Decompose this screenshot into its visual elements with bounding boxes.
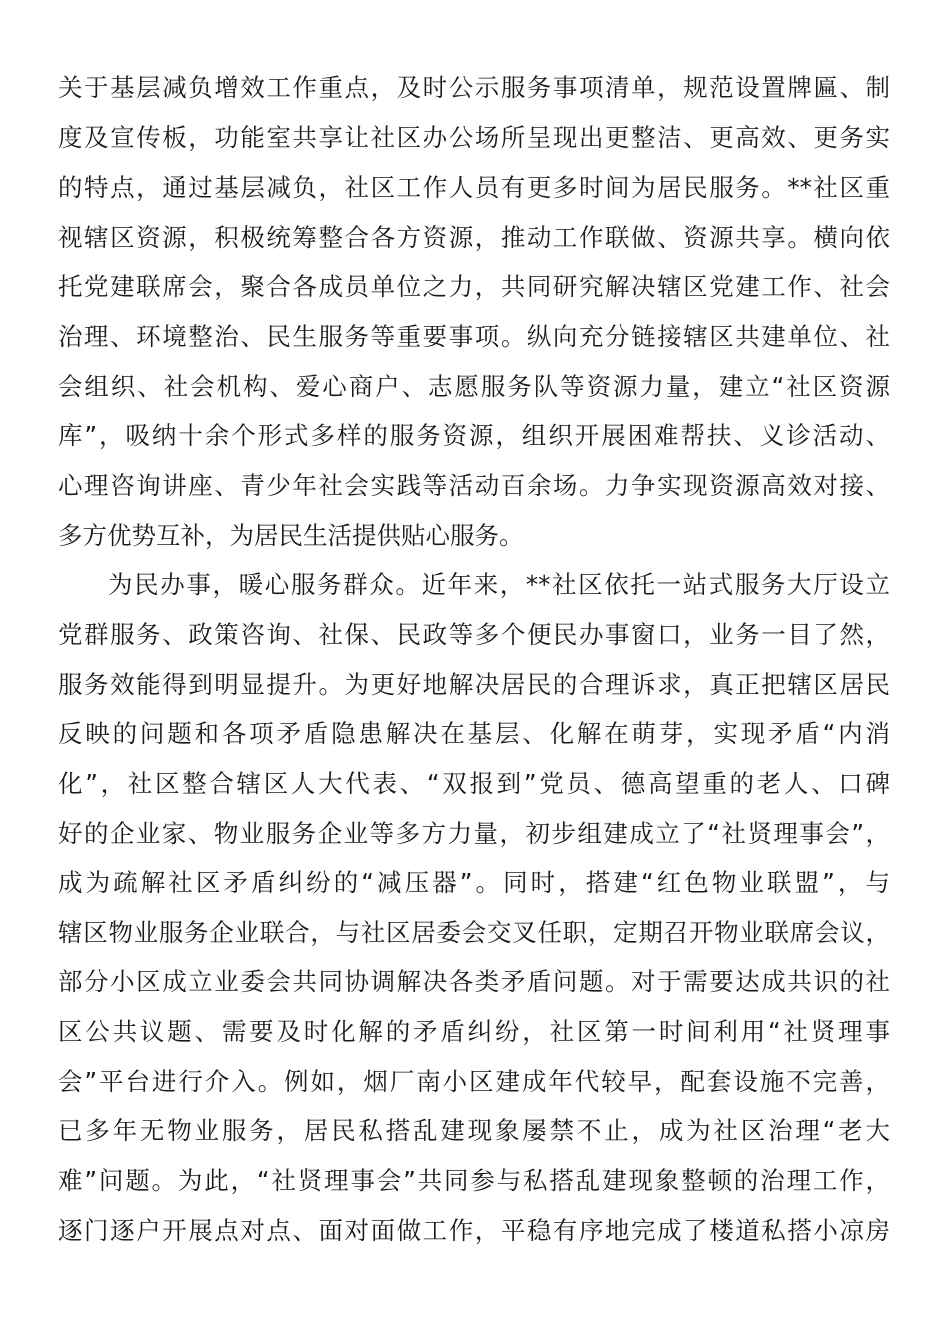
- paragraph-1-line-3: 的特点，通过基层减负，社区工作人员有更多时间为居民服务。**社区重: [58, 173, 890, 202]
- paragraph-2-line-4: 反映的问题和各项矛盾隐患解决在基层、化解在萌芽，实现矛盾“内消: [58, 719, 890, 748]
- paragraph-2-line-6: 好的企业家、物业服务企业等多方力量，初步组建成立了“社贤理事会”，: [58, 819, 890, 848]
- paragraph-1-line-2: 度及宣传板，功能室共享让社区办公场所呈现出更整洁、更高效、更务实: [58, 123, 890, 152]
- paragraph-1-line-7: 会组织、社会机构、爱心商户、志愿服务队等资源力量，建立“社区资源: [58, 372, 890, 401]
- paragraph-1-line-6: 治理、环境整治、民生服务等重要事项。纵向充分链接辖区共建单位、社: [58, 322, 890, 351]
- paragraph-2-line-13: 难”问题。为此，“社贤理事会”共同参与私搭乱建现象整顿的治理工作，: [58, 1166, 890, 1195]
- paragraph-1-line-10: 多方优势互补，为居民生活提供贴心服务。: [58, 521, 524, 550]
- paragraph-2-line-14: 逐门逐户开展点对点、面对面做工作，平稳有序地完成了楼道私搭小凉房: [58, 1216, 890, 1245]
- paragraph-2-line-11: 会”平台进行介入。例如，烟厂南小区建成年代较早，配套设施不完善，: [58, 1067, 890, 1096]
- paragraph-2-line-5: 化”，社区整合辖区人大代表、“双报到”党员、德高望重的老人、口碑: [58, 769, 890, 798]
- paragraph-2-line-9: 部分小区成立业委会共同协调解决各类矛盾问题。对于需要达成共识的社: [58, 967, 890, 996]
- paragraph-1-line-5: 托党建联席会，聚合各成员单位之力，共同研究解决辖区党建工作、社会: [58, 272, 890, 301]
- paragraph-1-line-4: 视辖区资源，积极统筹整合各方资源，推动工作联做、资源共享。横向依: [58, 223, 890, 252]
- paragraph-2-line-12: 已多年无物业服务，居民私搭乱建现象屡禁不止，成为社区治理“老大: [58, 1116, 890, 1145]
- paragraph-1-line-9: 心理咨询讲座、青少年社会实践等活动百余场。力争实现资源高效对接、: [58, 471, 890, 500]
- paragraph-2-line-7: 成为疏解社区矛盾纠纷的“减压器”。同时，搭建“红色物业联盟”，与: [58, 868, 890, 897]
- paragraph-1-line-1: 关于基层减负增效工作重点，及时公示服务事项清单，规范设置牌匾、制: [58, 73, 890, 102]
- paragraph-2-line-8: 辖区物业服务企业联合，与社区居委会交叉任职，定期召开物业联席会议，: [58, 918, 890, 947]
- paragraph-2-line-1: 为民办事，暖心服务群众。近年来，**社区依托一站式服务大厅设立: [108, 570, 890, 599]
- paragraph-2-line-3: 服务效能得到明显提升。为更好地解决居民的合理诉求，真正把辖区居民: [58, 670, 890, 699]
- paragraph-2-line-10: 区公共议题、需要及时化解的矛盾纠纷，社区第一时间利用“社贤理事: [58, 1017, 890, 1046]
- paragraph-2-line-2: 党群服务、政策咨询、社保、民政等多个便民办事窗口，业务一目了然，: [58, 620, 890, 649]
- paragraph-1-line-8: 库”，吸纳十余个形式多样的服务资源，组织开展困难帮扶、义诊活动、: [58, 421, 890, 450]
